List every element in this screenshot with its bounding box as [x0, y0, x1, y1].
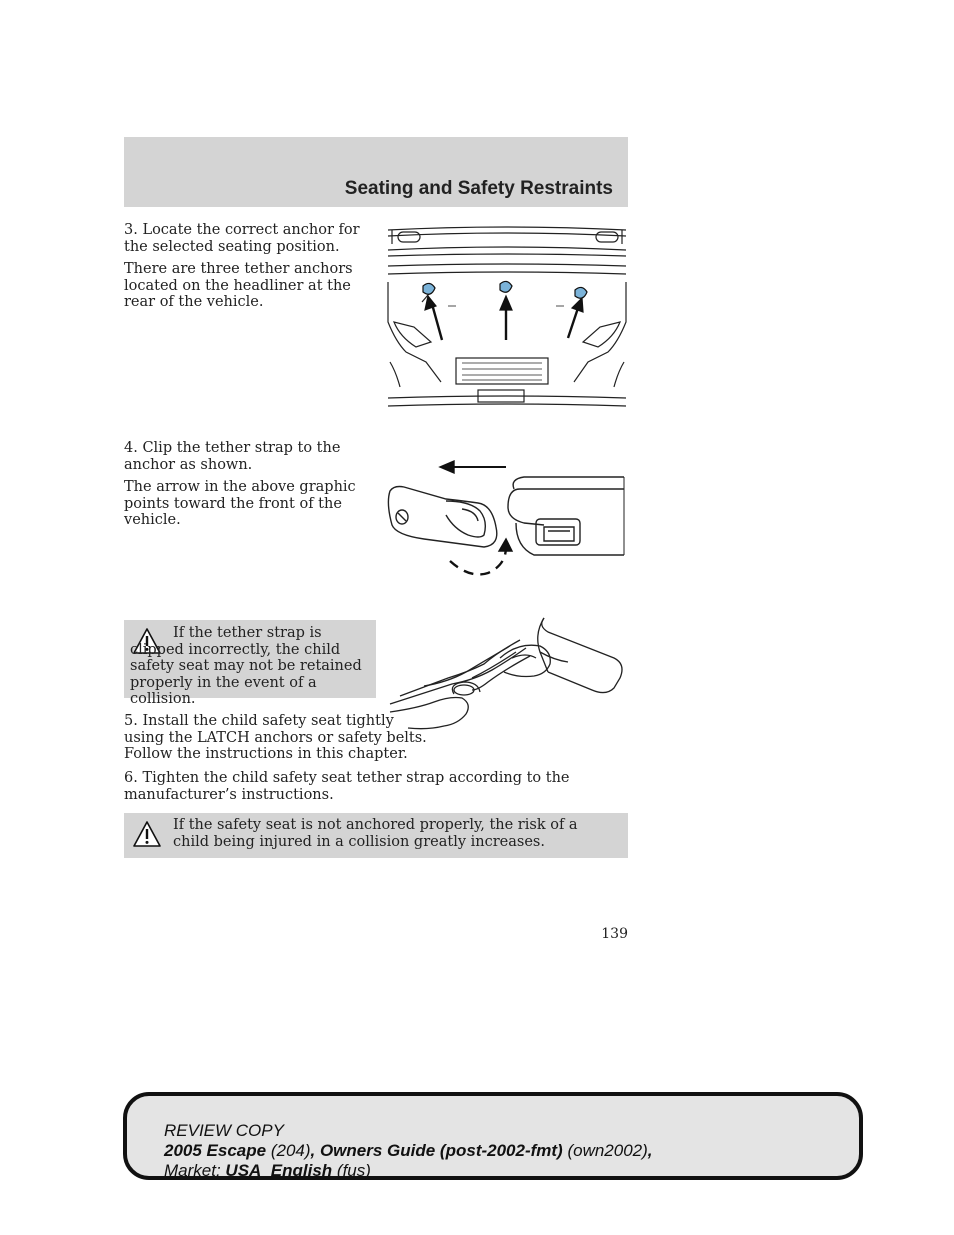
warning-box-anchor: [124, 813, 628, 858]
market-code: (fus): [336, 1161, 371, 1180]
step-6-text: 6. Tighten the child safety seat tether strap according to the manufacturer’s instructions.: [124, 770, 570, 803]
guide-code: (own2002): [567, 1141, 648, 1160]
section-title: Seating and Safety Restraints: [344, 178, 613, 199]
step-5-text: 5. Install the child safety seat tightly using the LATCH anchors or safety belts. Follow the instructions in this chapter.: [124, 713, 427, 762]
market-label: Market:: [164, 1161, 221, 1180]
guide-title: , Owners Guide (post-2002-fmt): [310, 1141, 563, 1160]
review-copy-box: [123, 1092, 863, 1180]
section-header: [124, 137, 628, 207]
step-3-text: 3. Locate the correct anchor for the selected seating position.: [124, 222, 360, 255]
page-number: 139: [601, 926, 628, 942]
step-3-note: There are three tether anchors located on the headliner at the rear of the vehicle.: [124, 261, 353, 310]
market-value: USA_English: [225, 1161, 333, 1180]
tether-clip-illustration: [384, 455, 628, 585]
headliner-anchors-illustration: [386, 222, 628, 412]
warning-triangle-icon: [132, 820, 162, 848]
warning-text-tether: If the tether strap is clipped incorrectly, the child safety seat may not be retained properly in the event of a collision.: [130, 625, 362, 707]
footer-comma: ,: [647, 1141, 653, 1160]
vehicle-model: 2005 Escape: [164, 1141, 267, 1160]
step-4-note: The arrow in the above graphic points toward the front of the vehicle.: [124, 479, 356, 528]
vehicle-model-code: (204): [270, 1141, 311, 1160]
warning-box-tether: [124, 620, 376, 707]
warning-text-anchor: If the safety seat is not anchored properly, the risk of a child being injured in a collision greatly increases.: [173, 817, 578, 850]
step-4-text: 4. Clip the tether strap to the anchor as shown.: [124, 440, 341, 473]
review-copy-text: [164, 1121, 653, 1181]
review-copy-label: REVIEW COPY: [164, 1121, 284, 1140]
